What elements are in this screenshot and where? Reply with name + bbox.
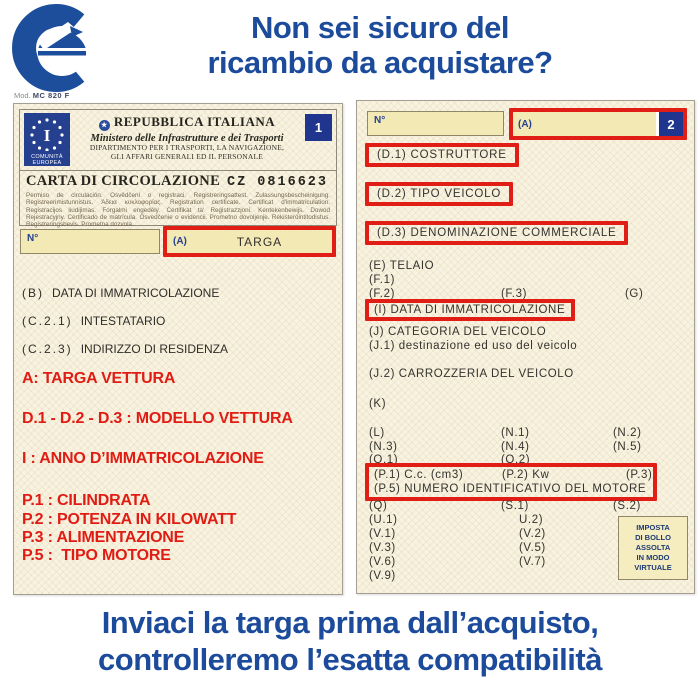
doc-serial-number: CZ 0816623	[226, 175, 328, 190]
ministry-title: Ministero delle Infrastrutture e dei Trasporti	[90, 133, 284, 144]
highlight-tipo-veicolo: (D.2) TIPO VEICOLO	[365, 182, 513, 206]
footer-line-1: Inviaci la targa prima dall’acquisto,	[101, 605, 599, 640]
highlight-motore-box	[365, 463, 657, 501]
row-destinazione: (J.1) destinazione ed uso del veicolo	[369, 340, 578, 352]
imposta-bollo-stamp: IMPOSTA DI BOLLO ASSOLTA IN MODO VIRTUALE	[618, 516, 688, 580]
row-v3-v5: (V.3) (V.5)	[369, 542, 546, 554]
legend-modello: D.1 - D.2 - D.3 : MODELLO VETTURA	[22, 410, 293, 427]
eu-stars-icon	[24, 113, 70, 166]
highlight-denominazione: (D.3) DENOMINAZIONE COMMERCIALE	[365, 221, 628, 245]
headline-line-2: ricambio da acquistare?	[207, 45, 553, 80]
field-row-b: (B) DATA DI IMMATRICOLAZIONE	[22, 286, 220, 300]
doc1-targa-highlight-box	[163, 226, 336, 257]
row-v6-v7: (V.6) (V.7)	[369, 556, 546, 568]
republic-title: ★ REPUBBLICA ITALIANA	[74, 114, 300, 131]
doc1-header-box	[19, 109, 337, 171]
doc2-targa-highlight-box	[509, 108, 687, 140]
row-carrozzeria: (J.2) CARROZZERIA DEL VEICOLO	[369, 368, 574, 380]
row-l-n1-n2: (L) (N.1) (N.2)	[369, 427, 642, 439]
row-v9: (V.9)	[369, 570, 396, 582]
row-p5: (P.5) NUMERO IDENTIFICATIVO DEL MOTORE	[374, 483, 647, 495]
footer-message	[0, 604, 700, 678]
highlight-data-immatricolazione: (I) DATA DI IMMATRICOLAZIONE	[365, 299, 575, 321]
doc1-header-titles	[74, 114, 300, 161]
legend-alimentazione: P.3 : ALIMENTAZIONE	[22, 529, 185, 546]
footer-line-2: controlleremo l’esatta compatibilità	[98, 642, 602, 677]
row-u1-u2: (U.1) U.2)	[369, 514, 544, 526]
multilingual-fine-print: Permiso de circulación. Osvědčení o registraci. Registreringsattest. Zulassungsbescheinigung. Registreerimistunnistus. Άδεια κυκλοφορίας. Registration certificate. Certificat d'immatriculation. Registracijos liudijimas. Forgalmi engedély. Ċertifikat ta' Reġistrazzjoni. Kentekenbewijs. Dowód Rejestracyjny. Certificado de matrícula. Osvedčenie o evidencii. Prometno dovoljenje. Rekisteröintitodistus. Registreringsbevis. Prometna dozvola.	[26, 192, 330, 229]
row-v1-v2: (V.1) (V.2)	[369, 528, 546, 540]
row-telaio: (E) TELAIO	[369, 260, 435, 272]
field-row-c23: (C.2.3) INDIRIZZO DI RESIDENZA	[22, 342, 229, 356]
registration-card-page2	[356, 100, 695, 594]
row-q-s1-s2: (Q) (S.1) (S.2)	[369, 500, 641, 512]
doc-title: CARTA DI CIRCOLAZIONE	[26, 173, 221, 189]
department-line-1: DIPARTIMENTO PER I TRASPORTI, LA NAVIGAZIONE,	[89, 143, 285, 152]
legend-tipo-motore: P.5 : TIPO MOTORE	[22, 547, 171, 564]
legend-anno: I : ANNO D’IMMATRICOLAZIONE	[22, 450, 264, 467]
row-f2-f3-g: (F.2) (F.3) (G)	[369, 288, 644, 300]
page-number-badge: 2	[659, 112, 683, 136]
doc1-title-box	[19, 170, 337, 229]
row-n3-n4-n5: (N.3) (N.4) (N.5)	[369, 441, 642, 453]
italy-emblem-icon: ★	[99, 120, 110, 131]
field-a-code: (A)	[518, 118, 532, 130]
department-line-2: GLI AFFARI GENERALI ED IL PERSONALE	[110, 151, 264, 161]
row-p1-p2-p3: (P.1) C.c. (cm3) (P.2) Kw (P.3)	[374, 469, 653, 481]
field-row-c21: (C.2.1) INTESTATARIO	[22, 314, 166, 328]
brand-logo-icon	[10, 2, 106, 94]
doc1-number-field: N°	[20, 229, 160, 254]
legend-cilindrata: P.1 : CILINDRATA	[22, 492, 151, 509]
row-o1-o2: (O.1) (O.2)	[369, 454, 531, 466]
legend-potenza: P.2 : POTENZA IN KILOWATT	[22, 511, 237, 528]
field-a-code: (A)	[173, 236, 187, 247]
highlight-costruttore: (D.1) COSTRUTTORE	[365, 143, 519, 167]
svg-text:I: I	[43, 126, 51, 145]
row-k: (K)	[369, 398, 387, 410]
headline-line-1: Non sei sicuro del	[250, 10, 509, 45]
page-number-badge: 1	[305, 114, 332, 141]
registration-card-page1	[13, 103, 343, 595]
page-title	[100, 10, 660, 80]
doc2-number-field: N°	[367, 111, 504, 136]
legend-targa: A: TARGA VETTURA	[22, 370, 176, 387]
row-categoria: (J) CATEGORIA DEL VEICOLO	[369, 326, 547, 338]
row-f1: (F.1)	[369, 274, 395, 286]
field-a-value: TARGA	[236, 234, 283, 249]
eu-label: COMUNITÀ EUROPEA	[31, 154, 63, 166]
doc1-model-code: Mod. MC 820 F	[14, 91, 70, 100]
